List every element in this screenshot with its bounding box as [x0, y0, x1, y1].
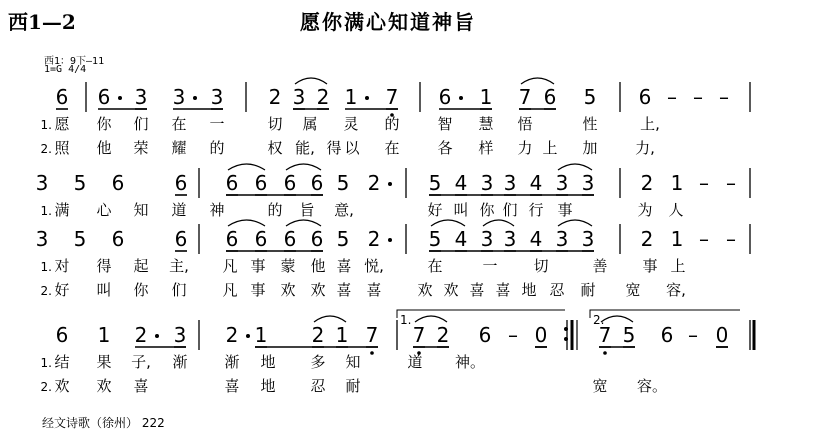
lyric-syllable: 能, — [295, 139, 315, 157]
score-note: 3 — [172, 85, 186, 109]
lyric-syllable: 事 — [557, 201, 573, 219]
lyric-syllable: 行 — [528, 201, 544, 219]
score-note: 5 — [336, 227, 350, 251]
lyric-syllable: 欢 — [96, 377, 112, 395]
lyric-syllable: 欢 — [417, 281, 433, 299]
lyric-syllable: 力 — [517, 139, 533, 157]
lyric-syllable: 们 — [133, 115, 149, 133]
lyric-syllable: 多 — [310, 353, 326, 371]
score-note: 6 — [283, 227, 297, 251]
score-note: – — [726, 171, 736, 195]
slur — [521, 78, 554, 84]
lyric-syllable: 意, — [334, 201, 354, 219]
lyric-syllable: 上 — [542, 139, 558, 157]
score-note: 2 — [367, 227, 381, 251]
score-note: 3 — [555, 171, 569, 195]
lyric-syllable: 满 — [54, 201, 70, 219]
lyric-syllable: 神 — [209, 201, 225, 219]
augmentation-dot — [118, 96, 122, 100]
score-note: 4 — [454, 171, 468, 195]
lyric-syllable: 上, — [640, 115, 660, 133]
lyric-syllable: 们 — [171, 281, 187, 299]
lyric-syllable: 喜 — [469, 281, 485, 299]
slur — [483, 220, 514, 226]
score-note: 4 — [454, 227, 468, 251]
score-note: 2 — [134, 323, 148, 347]
scripture-reference: 西1：9下—11 — [44, 56, 105, 67]
lyric-syllable: 道 — [407, 353, 423, 371]
lyric-syllable: 容。 — [636, 377, 668, 395]
lyric-syllable: 事 — [642, 257, 658, 275]
score-note: 3 — [503, 227, 517, 251]
lyric-syllable: 忍 — [549, 281, 565, 299]
lyric-syllable: 地 — [260, 353, 276, 371]
slur — [558, 220, 592, 226]
lyric-syllable: 在 — [427, 257, 443, 275]
score-note: 6 — [111, 171, 125, 195]
lyric-syllable: 旨 — [299, 201, 315, 219]
lyric-syllable: 慧 — [478, 115, 494, 133]
octave-dot-below — [603, 351, 607, 355]
second-ending-label: 2. — [593, 313, 605, 327]
score-note: 4 — [529, 227, 543, 251]
lyric-syllable: 样 — [478, 139, 494, 157]
score-note: 3 — [581, 227, 595, 251]
lyric-syllable: 喜 — [224, 377, 240, 395]
lyric-syllable: 对 — [54, 257, 70, 275]
verse-number: 1. — [40, 356, 52, 370]
lyric-syllable: 切 — [267, 115, 283, 133]
score-note: 3 — [210, 85, 224, 109]
augmentation-dot — [388, 182, 392, 186]
score-note: 1 — [254, 323, 268, 347]
score-note: 6 — [283, 171, 297, 195]
slur — [295, 78, 327, 84]
verse-number: 1. — [40, 118, 52, 132]
lyric-syllable: 力, — [635, 139, 655, 157]
lyric-syllable: 得 — [326, 139, 342, 157]
lyric-syllable: 得 — [96, 257, 112, 275]
lyric-syllable: 愿 — [54, 115, 70, 133]
lyric-syllable: 喜 — [336, 257, 352, 275]
score-note: 6 — [310, 227, 324, 251]
octave-dot-below — [370, 351, 374, 355]
score-note: 1 — [479, 85, 493, 109]
song-title: 愿你满心知道神旨 — [300, 10, 476, 34]
first-ending-label: 1. — [400, 313, 412, 327]
score-note: 3 — [581, 171, 595, 195]
score-note: 6 — [55, 323, 69, 347]
lyric-syllable: 耀 — [171, 139, 187, 157]
lyric-syllable: 知 — [133, 201, 149, 219]
slur — [415, 316, 447, 322]
lyric-syllable: 渐 — [172, 353, 188, 371]
score-note: – — [726, 227, 736, 251]
score-note: 7 — [598, 323, 612, 347]
lyric-syllable: 知 — [345, 353, 361, 371]
score-note: 3 — [134, 85, 148, 109]
score-note: – — [699, 171, 709, 195]
lyric-syllable: 起 — [133, 257, 149, 275]
slur — [601, 316, 633, 322]
lyric-syllable: 你 — [479, 201, 495, 219]
score-note: 2 — [311, 323, 325, 347]
lyric-syllable: 蒙 — [280, 257, 296, 275]
score-note: 3 — [292, 85, 306, 109]
lyric-syllable: 叫 — [96, 281, 112, 299]
slur — [228, 220, 265, 226]
lyric-syllable: 凡 — [222, 281, 238, 299]
verse-number: 1. — [40, 260, 52, 274]
score-note: 4 — [529, 171, 543, 195]
score-note: 1 — [97, 323, 111, 347]
lyric-syllable: 你 — [133, 281, 149, 299]
lyric-syllable: 欢 — [443, 281, 459, 299]
key-and-meter: 1=G 4/4 — [44, 64, 87, 75]
score-note: 6 — [174, 227, 188, 251]
lyric-syllable: 神。 — [454, 353, 486, 371]
lyric-syllable: 一 — [482, 257, 498, 275]
score-note: – — [719, 85, 729, 109]
slur — [228, 164, 265, 170]
lyric-syllable: 地 — [521, 281, 537, 299]
score-note: 2 — [268, 85, 282, 109]
score-note: 6 — [111, 227, 125, 251]
hymn-number: 西1—2 — [8, 10, 76, 34]
score-note: 6 — [225, 227, 239, 251]
lyric-syllable: 主, — [169, 257, 189, 275]
first-ending-bracket — [397, 310, 565, 318]
score-note: 3 — [480, 227, 494, 251]
score-note: 6 — [254, 171, 268, 195]
augmentation-dot — [365, 96, 369, 100]
source-footer: 经文诗歌（徐州） 222 — [42, 416, 165, 430]
score-note: 5 — [336, 171, 350, 195]
lyric-syllable: 照 — [54, 139, 70, 157]
lyric-syllable: 在 — [384, 139, 400, 157]
score-note: 2 — [640, 227, 654, 251]
score-note: 3 — [35, 227, 49, 251]
lyric-syllable: 荣 — [133, 139, 149, 157]
score-note: 6 — [97, 85, 111, 109]
score-note: 5 — [583, 85, 597, 109]
score-note: – — [508, 323, 518, 347]
score-note: 7 — [518, 85, 532, 109]
repeat-dot — [564, 337, 568, 341]
lyric-syllable: 的 — [209, 139, 225, 157]
augmentation-dot — [459, 96, 463, 100]
lyric-syllable: 地 — [260, 377, 276, 395]
lyric-syllable: 宽 — [592, 377, 608, 395]
lyric-syllable: 在 — [171, 115, 187, 133]
lyric-syllable: 悟 — [517, 115, 533, 133]
augmentation-dot — [193, 96, 197, 100]
slur — [314, 316, 346, 322]
lyric-syllable: 果 — [96, 353, 112, 371]
lyric-syllable: 喜 — [366, 281, 382, 299]
score-note: 1 — [344, 85, 358, 109]
score-note: 1 — [670, 227, 684, 251]
lyric-syllable: 喜 — [495, 281, 511, 299]
score-note: 3 — [480, 171, 494, 195]
score-note: 7 — [365, 323, 379, 347]
lyric-syllable: 欢 — [54, 377, 70, 395]
lyric-syllable: 一 — [209, 115, 225, 133]
score-note: 2 — [640, 171, 654, 195]
lyric-syllable: 子, — [131, 353, 151, 371]
score-note: – — [693, 85, 703, 109]
lyric-syllable: 喜 — [133, 377, 149, 395]
lyric-syllable: 他 — [310, 257, 326, 275]
score-note: 3 — [555, 227, 569, 251]
verse-number: 1. — [40, 204, 52, 218]
score-note: 3 — [173, 323, 187, 347]
score-note: 5 — [73, 171, 87, 195]
lyric-syllable: 上 — [670, 257, 686, 275]
verse-number: 2. — [40, 284, 52, 298]
score-note: 3 — [503, 171, 517, 195]
score-note: 6 — [638, 85, 652, 109]
lyric-syllable: 道 — [171, 201, 187, 219]
score-note: 2 — [225, 323, 239, 347]
score-note: 7 — [412, 323, 426, 347]
score-note: 6 — [254, 227, 268, 251]
slur — [431, 220, 465, 226]
lyric-syllable: 权 — [267, 139, 283, 157]
lyric-syllable: 的 — [267, 201, 283, 219]
score-note: 5 — [428, 227, 442, 251]
lyric-syllable: 灵 — [343, 115, 359, 133]
score-note: 5 — [428, 171, 442, 195]
score-note: – — [699, 227, 709, 251]
lyric-syllable: 他 — [96, 139, 112, 157]
lyric-syllable: 好 — [427, 201, 443, 219]
lyric-syllable: 叫 — [453, 201, 469, 219]
lyric-syllable: 性 — [582, 115, 598, 133]
score-note: 6 — [55, 85, 69, 109]
lyric-syllable: 欢 — [280, 281, 296, 299]
lyric-syllable: 渐 — [224, 353, 240, 371]
score-note: 1 — [335, 323, 349, 347]
lyric-syllable: 加 — [582, 139, 598, 157]
score-note: – — [667, 85, 677, 109]
score-note: 6 — [225, 171, 239, 195]
lyric-syllable: 欢 — [310, 281, 326, 299]
lyric-syllable: 以 — [344, 139, 360, 157]
lyric-syllable: 切 — [533, 257, 549, 275]
lyric-syllable: 凡 — [222, 257, 238, 275]
slur — [286, 164, 321, 170]
verse-number: 2. — [40, 142, 52, 156]
lyric-syllable: 你 — [96, 115, 112, 133]
lyric-syllable: 结 — [54, 353, 70, 371]
lyric-syllable: 事 — [250, 257, 266, 275]
score-note: 6 — [543, 85, 557, 109]
lyric-syllable: 悦, — [364, 257, 384, 275]
lyric-syllable: 善 — [592, 257, 608, 275]
score-note: – — [688, 323, 698, 347]
score-note: 5 — [622, 323, 636, 347]
lyric-syllable: 好 — [54, 281, 70, 299]
lyric-syllable: 忍 — [310, 377, 326, 395]
lyric-syllable: 为 — [637, 201, 653, 219]
lyric-syllable: 耐 — [580, 281, 596, 299]
score-note: 6 — [174, 171, 188, 195]
verse-number: 2. — [40, 380, 52, 394]
lyric-syllable: 们 — [502, 201, 518, 219]
score-note: 6 — [438, 85, 452, 109]
score-note: 7 — [385, 85, 399, 109]
lyric-syllable: 事 — [250, 281, 266, 299]
lyric-syllable: 各 — [437, 139, 453, 157]
lyric-syllable: 耐 — [345, 377, 361, 395]
score-note: 0 — [534, 323, 548, 347]
score-note: 6 — [660, 323, 674, 347]
slur — [286, 220, 321, 226]
slur — [558, 164, 592, 170]
augmentation-dot — [246, 334, 250, 338]
augmentation-dot — [155, 334, 159, 338]
lyric-syllable: 智 — [437, 115, 453, 133]
score-note: 2 — [436, 323, 450, 347]
lyric-syllable: 宽 — [625, 281, 641, 299]
lyric-syllable: 人 — [668, 201, 684, 219]
score-note: 6 — [310, 171, 324, 195]
lyric-syllable: 心 — [96, 201, 112, 219]
lyric-syllable: 喜 — [336, 281, 352, 299]
repeat-dot — [564, 327, 568, 331]
score-note: 0 — [715, 323, 729, 347]
lyric-syllable: 的 — [384, 115, 400, 133]
score-note: 2 — [367, 171, 381, 195]
score-note: 6 — [478, 323, 492, 347]
score-note: 3 — [35, 171, 49, 195]
lyric-syllable: 容, — [666, 281, 686, 299]
lyric-syllable: 属 — [302, 115, 318, 133]
score-note: 2 — [316, 85, 330, 109]
score-note: 5 — [73, 227, 87, 251]
score-note: 1 — [670, 171, 684, 195]
augmentation-dot — [388, 238, 392, 242]
